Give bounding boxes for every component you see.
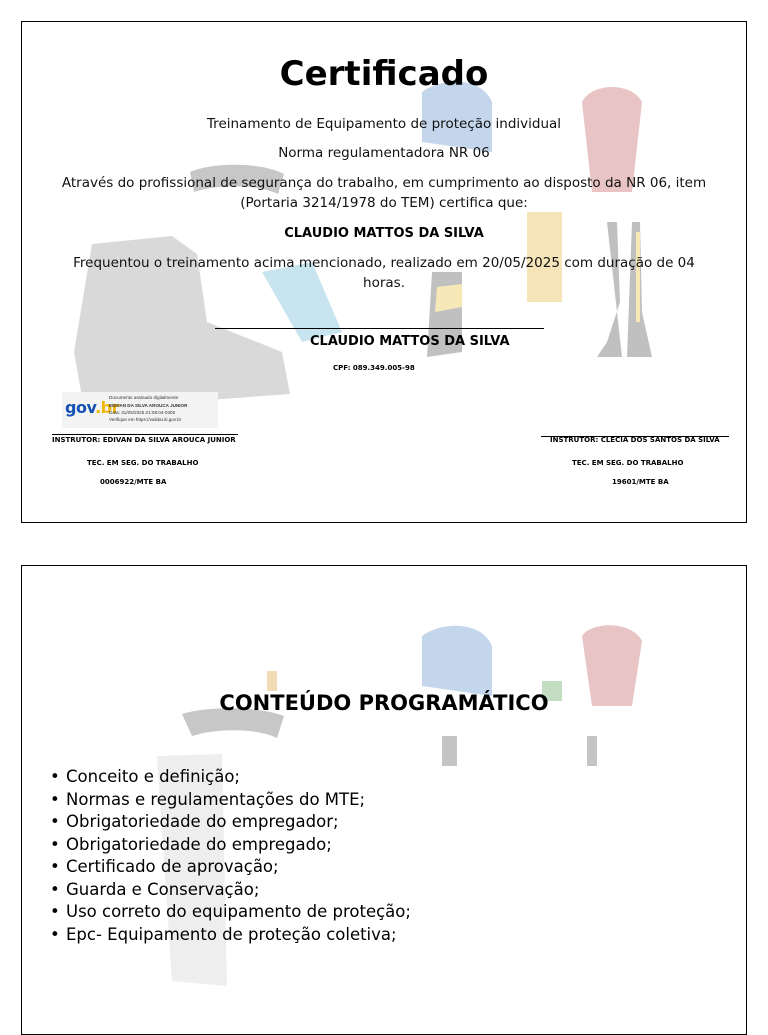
list-item: • Uso correto do equipamento de proteção;	[48, 901, 411, 924]
right-instructor-role: TEC. EM SEG. DO TRABALHO	[572, 459, 684, 467]
attendance-line-2: horas.	[363, 275, 405, 291]
list-item: • Epc- Equipamento de proteção coletiva;	[48, 924, 411, 947]
norm-reference: Norma regulamentadora NR 06	[278, 145, 490, 161]
trainee-name: CLAUDIO MATTOS DA SILVA	[284, 226, 484, 241]
program-title: CONTEÚDO PROGRAMÁTICO	[219, 691, 549, 715]
list-item: • Conceito e definição;	[48, 766, 411, 789]
stamp-date: Data: 31/05/2025 21:08:04-0300	[109, 410, 176, 415]
list-item: • Certificado de aprovação;	[48, 856, 411, 879]
attendance-line-1: Frequentou o treinamento acima mencionado, realizado em 20/05/2025 com duração de 04	[73, 255, 695, 271]
trainee-signature-line	[215, 328, 544, 329]
stamp-line-1: Documento assinado digitalmente	[109, 395, 179, 400]
topics-list	[48, 766, 411, 946]
list-item: • Obrigatoriedade do empregado;	[48, 834, 411, 857]
stamp-verify: Verifique em https://validar.iti.gov.br	[109, 417, 182, 422]
list-item: • Guarda e Conservação;	[48, 879, 411, 902]
training-name: Treinamento de Equipamento de proteção individual	[206, 116, 562, 132]
certificate-title: Certificado	[279, 54, 489, 94]
left-instructor-name: INSTRUTOR: EDIVAN DA SILVA AROUCA JUNIOR	[52, 436, 236, 444]
trainee-cpf: CPF: 089.349.005-98	[333, 364, 415, 372]
gov-br-logo: gov.br	[65, 398, 119, 417]
program-page	[21, 565, 747, 1035]
certificate-page	[21, 21, 747, 523]
right-instructor-registration: 19601/MTE BA	[612, 478, 669, 486]
right-instructor-name: INSTRUTOR: CLECIA DOS SANTOS DA SILVA	[550, 436, 720, 444]
left-instructor-signature-line	[52, 434, 238, 435]
signature-name: CLAUDIO MATTOS DA SILVA	[310, 334, 510, 349]
stamp-signer: EDIVAN DA SILVA AROUCA JUNIOR	[109, 403, 188, 408]
left-instructor-role: TEC. EM SEG. DO TRABALHO	[87, 459, 199, 467]
list-item: • Normas e regulamentações do MTE;	[48, 789, 411, 812]
list-item: • Obrigatoriedade do empregador;	[48, 811, 411, 834]
statement-line-2: (Portaria 3214/1978 do TEM) certifica que:	[240, 195, 528, 211]
statement-line-1: Através do profissional de segurança do trabalho, em cumprimento ao disposto da NR 06, item	[61, 175, 707, 191]
digital-signature-stamp	[62, 392, 218, 428]
left-instructor-registration: 0006922/MTE BA	[100, 478, 167, 486]
